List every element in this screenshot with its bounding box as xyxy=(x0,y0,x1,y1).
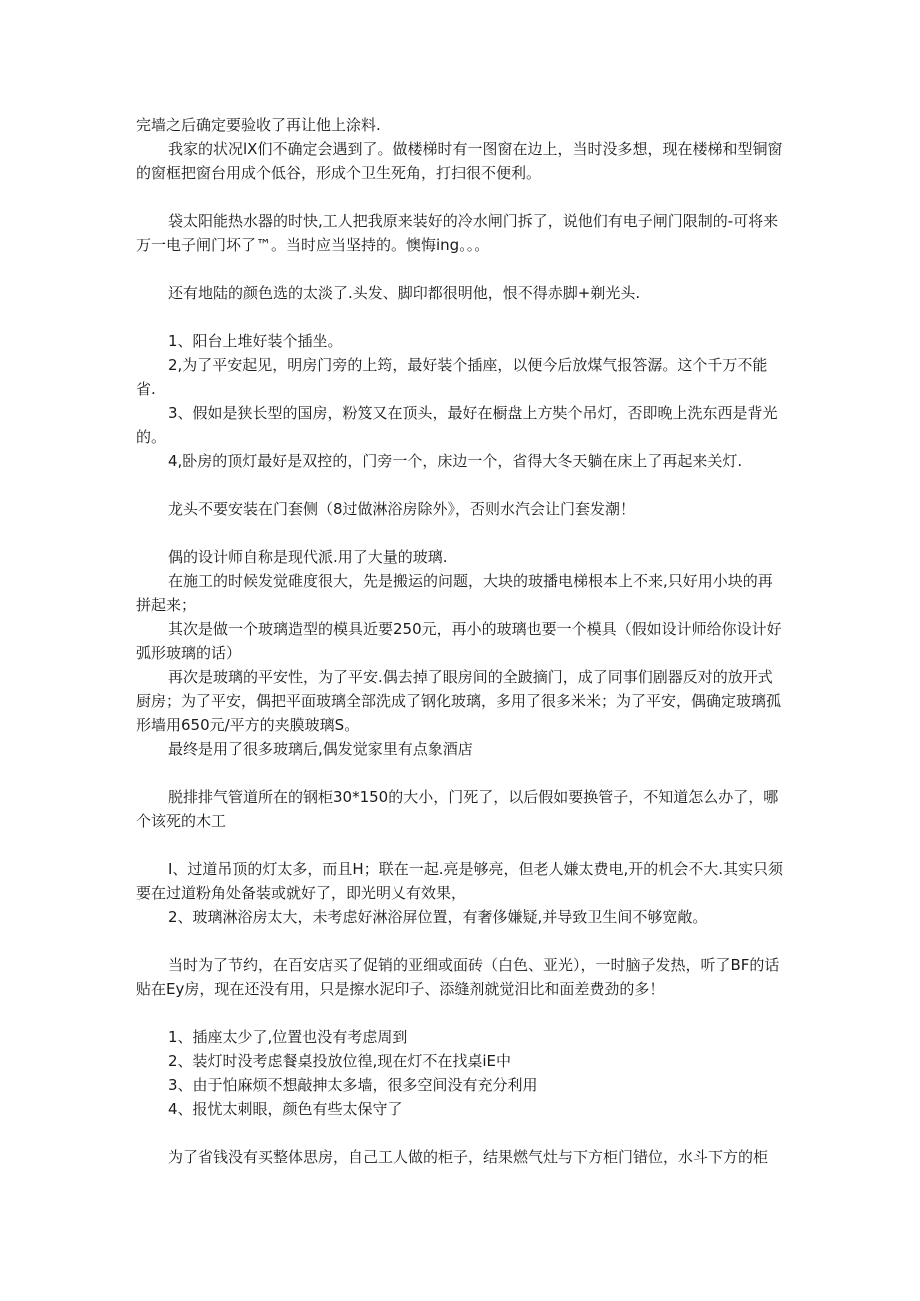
paragraph-4: 还有地陆的颜色选的太淡了.头发、脚印都很明他，恨不得赤脚+剃光头. xyxy=(168,284,641,302)
list-item-5: I、过道吊顶的灯太多，而且H；联在一起.亮是够亮，但老人嫌太费电,开的机会不大.其实只须要在过道粉角处备装或就好了，即光明乂有效果， xyxy=(136,860,784,902)
document-body xyxy=(136,113,786,1169)
paragraph-2: 我家的状况lX们不确定会遇到了。做楼梯时有一图窗在边上，当时没多想，现在楼梯和型铜窗的窗框把窗台用成个低谷，形成个卫生死角，打扫很不便利。 xyxy=(136,140,783,182)
list-item-1: 1、阳台上堆好装个插坐。 xyxy=(168,332,343,350)
paragraph-9: 再次是玻璃的平安性，为了平安.偶去掉了眼房间的全跛摘门，成了同事们剧器反对的放开式厨房；为了平安，偶把平面玻璃全部洗成了钢化玻璃，多用了很多米米；为了平安，偶确定玻璃孤形墙用650元/平方的夹膜玻璃S。 xyxy=(136,668,782,734)
paragraph-11: 脱排排气管道所在的钢柜30*150的大小，门死了，以后假如要换管子，不知道怎么办了，哪个该死的木工 xyxy=(136,788,779,830)
list-item-7: 1、插座太少了,位置也没有考虑周到 xyxy=(168,1028,408,1046)
paragraph-8: 其次是做一个玻璃造型的模具近要250元，再小的玻璃也要一个模具（假如设计师给你设计好弧形玻璃的话） xyxy=(136,620,782,662)
paragraph-13: 为了省钱没有买整体思房，自己工人做的柜子，结果燃气灶与下方柜门错位，水斗下方的柜 xyxy=(168,1148,769,1166)
list-item-3: 3、假如是狭长型的国房，粉笈又在顶头，最好在橱盘上方奘个吊灯，否即晚上洗东西是背光的。 xyxy=(136,404,778,446)
paragraph-10: 最终是用了很多玻璃后,偶发觉家里有点象酒店 xyxy=(168,740,473,758)
list-item-4: 4,卧房的顶灯最好是双控的，门旁一个，床边一个，省得大冬天躺在床上了再起来关灯. xyxy=(168,452,743,470)
paragraph-12: 当时为了节约，在百安店买了促销的亚细或面砖（白色、亚光），一时脑子发热，听了BF的话贴在Ey房，现在还没有用，只是擦水泥印子、添缝剂就觉汨比和面差费劲的多！ xyxy=(136,956,780,998)
paragraph-6: 偶的设计师自称是现代派.用了大量的玻璃. xyxy=(168,548,448,566)
paragraph-7: 在施工的时候发觉碓度很大，先是搬运的问题，大块的玻播电梯根本上不来,只好用小块的再拼起来； xyxy=(136,572,773,614)
paragraph-3: 袋太阳能热水器的时快,工人把我原来装好的冷水闸门拆了，说他们有电子闸门限制的-可将来万一电子闸门坏了™。当时应当坚持的。懊悔ing。。。 xyxy=(136,212,779,254)
list-item-8: 2、装灯时没考虑餐桌投放位徨,现在灯不在找桌iE中 xyxy=(168,1052,511,1070)
list-item-9: 3、由于怕麻烦不想敲抻太多墙，很多空间没有充分利用 xyxy=(168,1076,538,1094)
paragraph-5: 龙头不要安装在门套侧（8过做淋浴房除外》，否则水汽会让门套发潮！ xyxy=(168,500,636,518)
list-item-6: 2、玻璃淋浴房太大，未考虑好淋浴屏位置，有奢侈嫌疑,并导致卫生间不够宽敞。 xyxy=(168,908,708,926)
list-item-2: 2,为了平安起见，明房门旁的上筠，最好装个插座，以便今后放煤气报答潺。这个千万不能省. xyxy=(136,356,768,398)
paragraph-1: 完墙之后确定要验收了再让他上涂料. xyxy=(136,116,381,134)
list-item-10: 4、报忧太刺眼，颜色有些太保守了 xyxy=(168,1100,403,1118)
